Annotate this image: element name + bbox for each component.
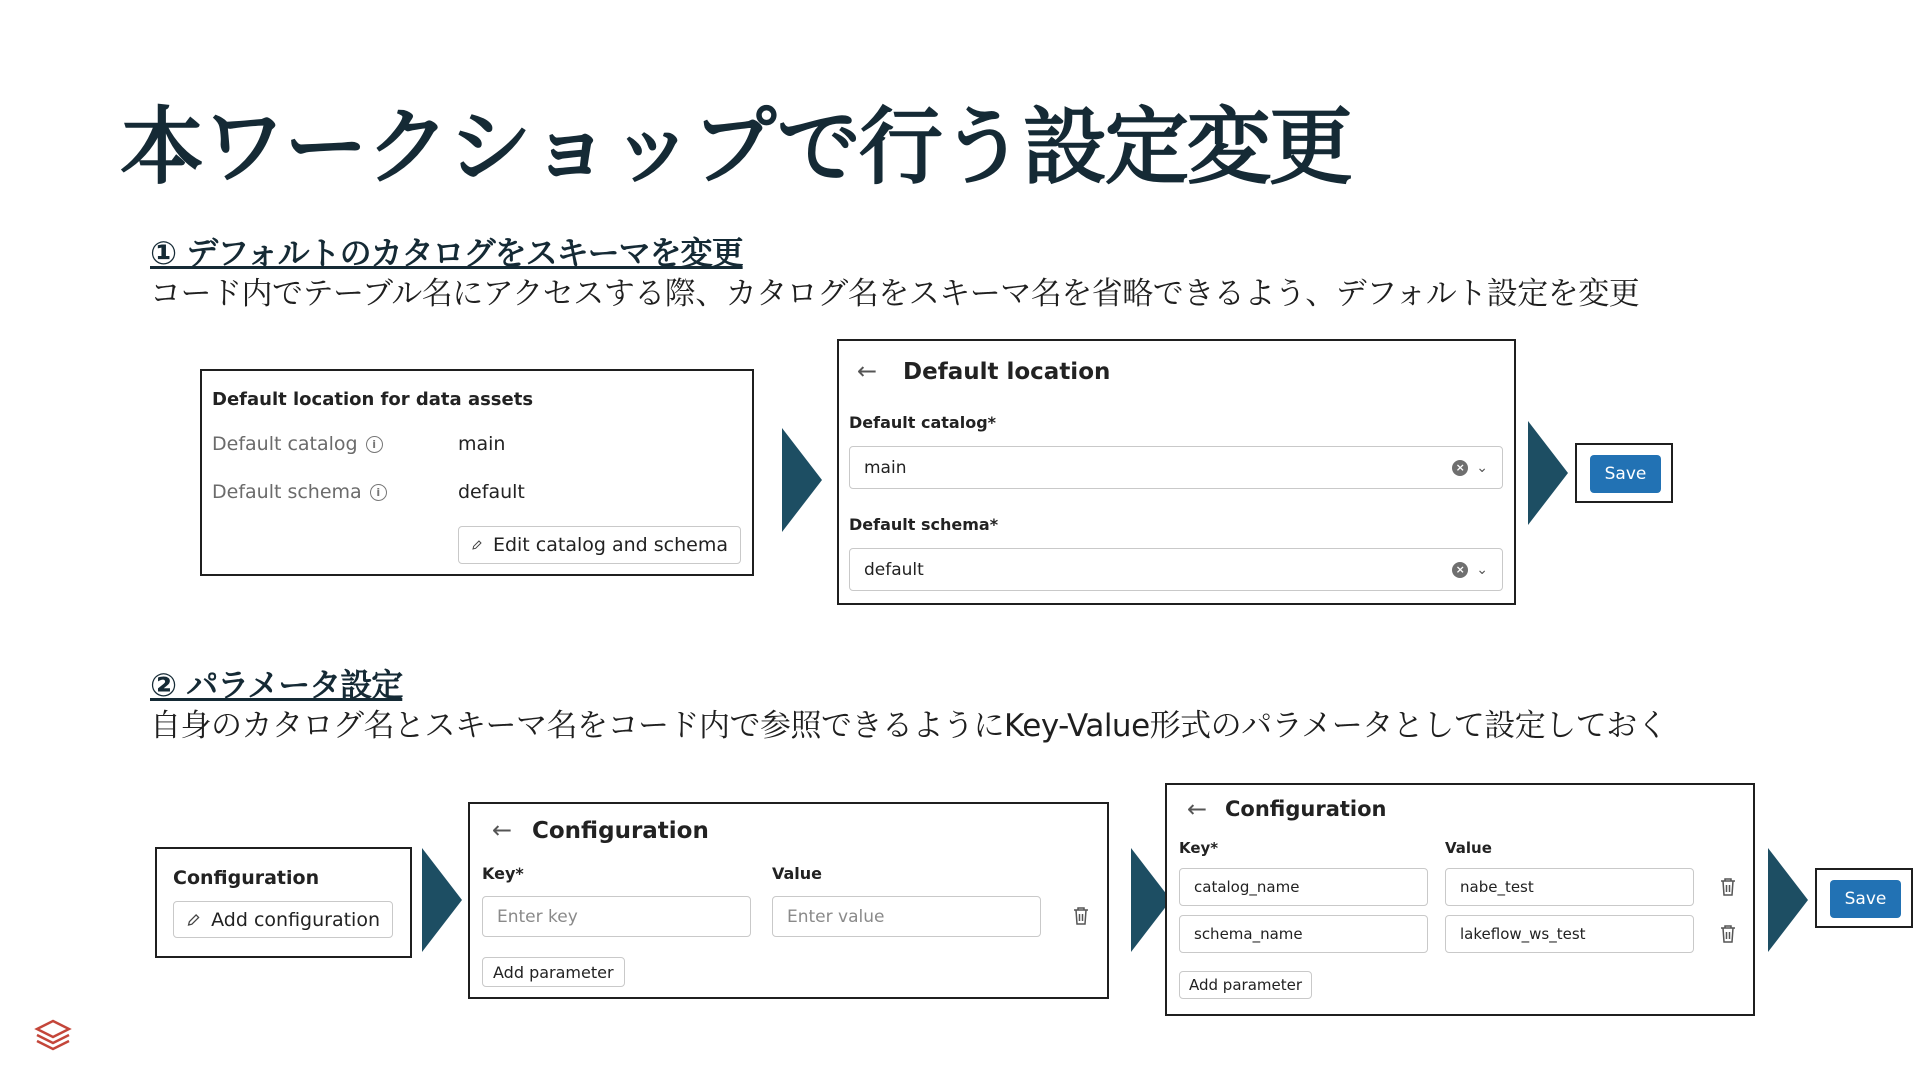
save-frame — [1815, 868, 1913, 928]
value-input[interactable]: Enter value — [772, 896, 1041, 937]
default-catalog-label: Default catalog i — [212, 433, 383, 455]
section2-description: 自身のカタログ名とスキーマ名をコード内で参照できるようにKey-Value形式のパラメータとして設定しておく — [150, 708, 1668, 744]
section2-heading: ② パラメータ設定 — [150, 666, 403, 704]
flow-arrow — [1768, 848, 1808, 952]
trash-icon[interactable] — [1073, 906, 1089, 926]
value-label: Value — [772, 864, 823, 883]
schema-select[interactable]: default × ⌄ — [849, 548, 1503, 591]
configuration-dialog-empty — [468, 802, 1109, 999]
catalog-select[interactable]: main × ⌄ — [849, 446, 1503, 489]
flow-arrow — [422, 848, 462, 952]
default-catalog-value: main — [458, 433, 506, 455]
add-configuration-button[interactable]: Add configuration — [173, 901, 393, 938]
save-button[interactable]: Save — [1830, 880, 1901, 918]
save-button[interactable]: Save — [1590, 455, 1661, 493]
slide-title: 本ワークショップで行う設定変更 — [120, 98, 1351, 196]
value-input[interactable]: lakeflow_ws_test — [1445, 915, 1694, 953]
key-input[interactable]: schema_name — [1179, 915, 1428, 953]
section1-heading: ① デフォルトのカタログをスキーマを変更 — [150, 234, 743, 272]
dialog-title: Configuration — [532, 818, 709, 844]
default-location-dialog — [837, 339, 1516, 605]
key-input[interactable]: catalog_name — [1179, 868, 1428, 906]
value-label: Value — [1445, 839, 1492, 857]
default-schema-value: default — [458, 481, 525, 503]
flow-arrow — [1528, 421, 1568, 525]
chevron-down-icon[interactable]: ⌄ — [1476, 459, 1488, 476]
pencil-icon — [471, 536, 483, 554]
key-label: Key* — [482, 864, 524, 883]
dialog-title: Default location — [903, 359, 1111, 385]
trash-icon[interactable] — [1720, 877, 1736, 897]
default-schema-label: Default schema i — [212, 481, 387, 503]
configuration-card — [155, 847, 412, 958]
section1-description: コード内でテーブル名にアクセスする際、カタログ名をスキーマ名を省略できるよう、デフォルト設定を変更 — [150, 276, 1640, 312]
dialog-title: Configuration — [1225, 797, 1387, 821]
default-location-card — [200, 369, 754, 576]
clear-icon[interactable]: × — [1452, 562, 1468, 578]
schema-field-label: Default schema* — [849, 515, 999, 534]
databricks-logo-icon — [34, 1018, 72, 1056]
catalog-field-label: Default catalog* — [849, 413, 997, 432]
key-label: Key* — [1179, 839, 1219, 857]
configuration-card-title: Configuration — [173, 867, 320, 889]
chevron-down-icon[interactable]: ⌄ — [1476, 561, 1488, 578]
add-parameter-button[interactable]: Add parameter — [1179, 971, 1312, 999]
add-parameter-button[interactable]: Add parameter — [482, 957, 625, 987]
key-input[interactable]: Enter key — [482, 896, 751, 937]
default-location-card-title: Default location for data assets — [212, 389, 534, 410]
save-frame — [1575, 443, 1673, 503]
info-icon[interactable]: i — [370, 484, 387, 501]
clear-icon[interactable]: × — [1452, 460, 1468, 476]
trash-icon[interactable] — [1720, 924, 1736, 944]
edit-catalog-schema-button[interactable]: Edit catalog and schema — [458, 526, 741, 564]
arrow-left-icon[interactable]: ← — [857, 357, 878, 385]
flow-arrow — [782, 428, 822, 532]
info-icon[interactable]: i — [366, 436, 383, 453]
value-input[interactable]: nabe_test — [1445, 868, 1694, 906]
arrow-left-icon[interactable]: ← — [492, 816, 513, 844]
configuration-dialog-filled — [1165, 783, 1755, 1016]
arrow-left-icon[interactable]: ← — [1187, 795, 1208, 823]
pencil-icon — [186, 911, 201, 929]
